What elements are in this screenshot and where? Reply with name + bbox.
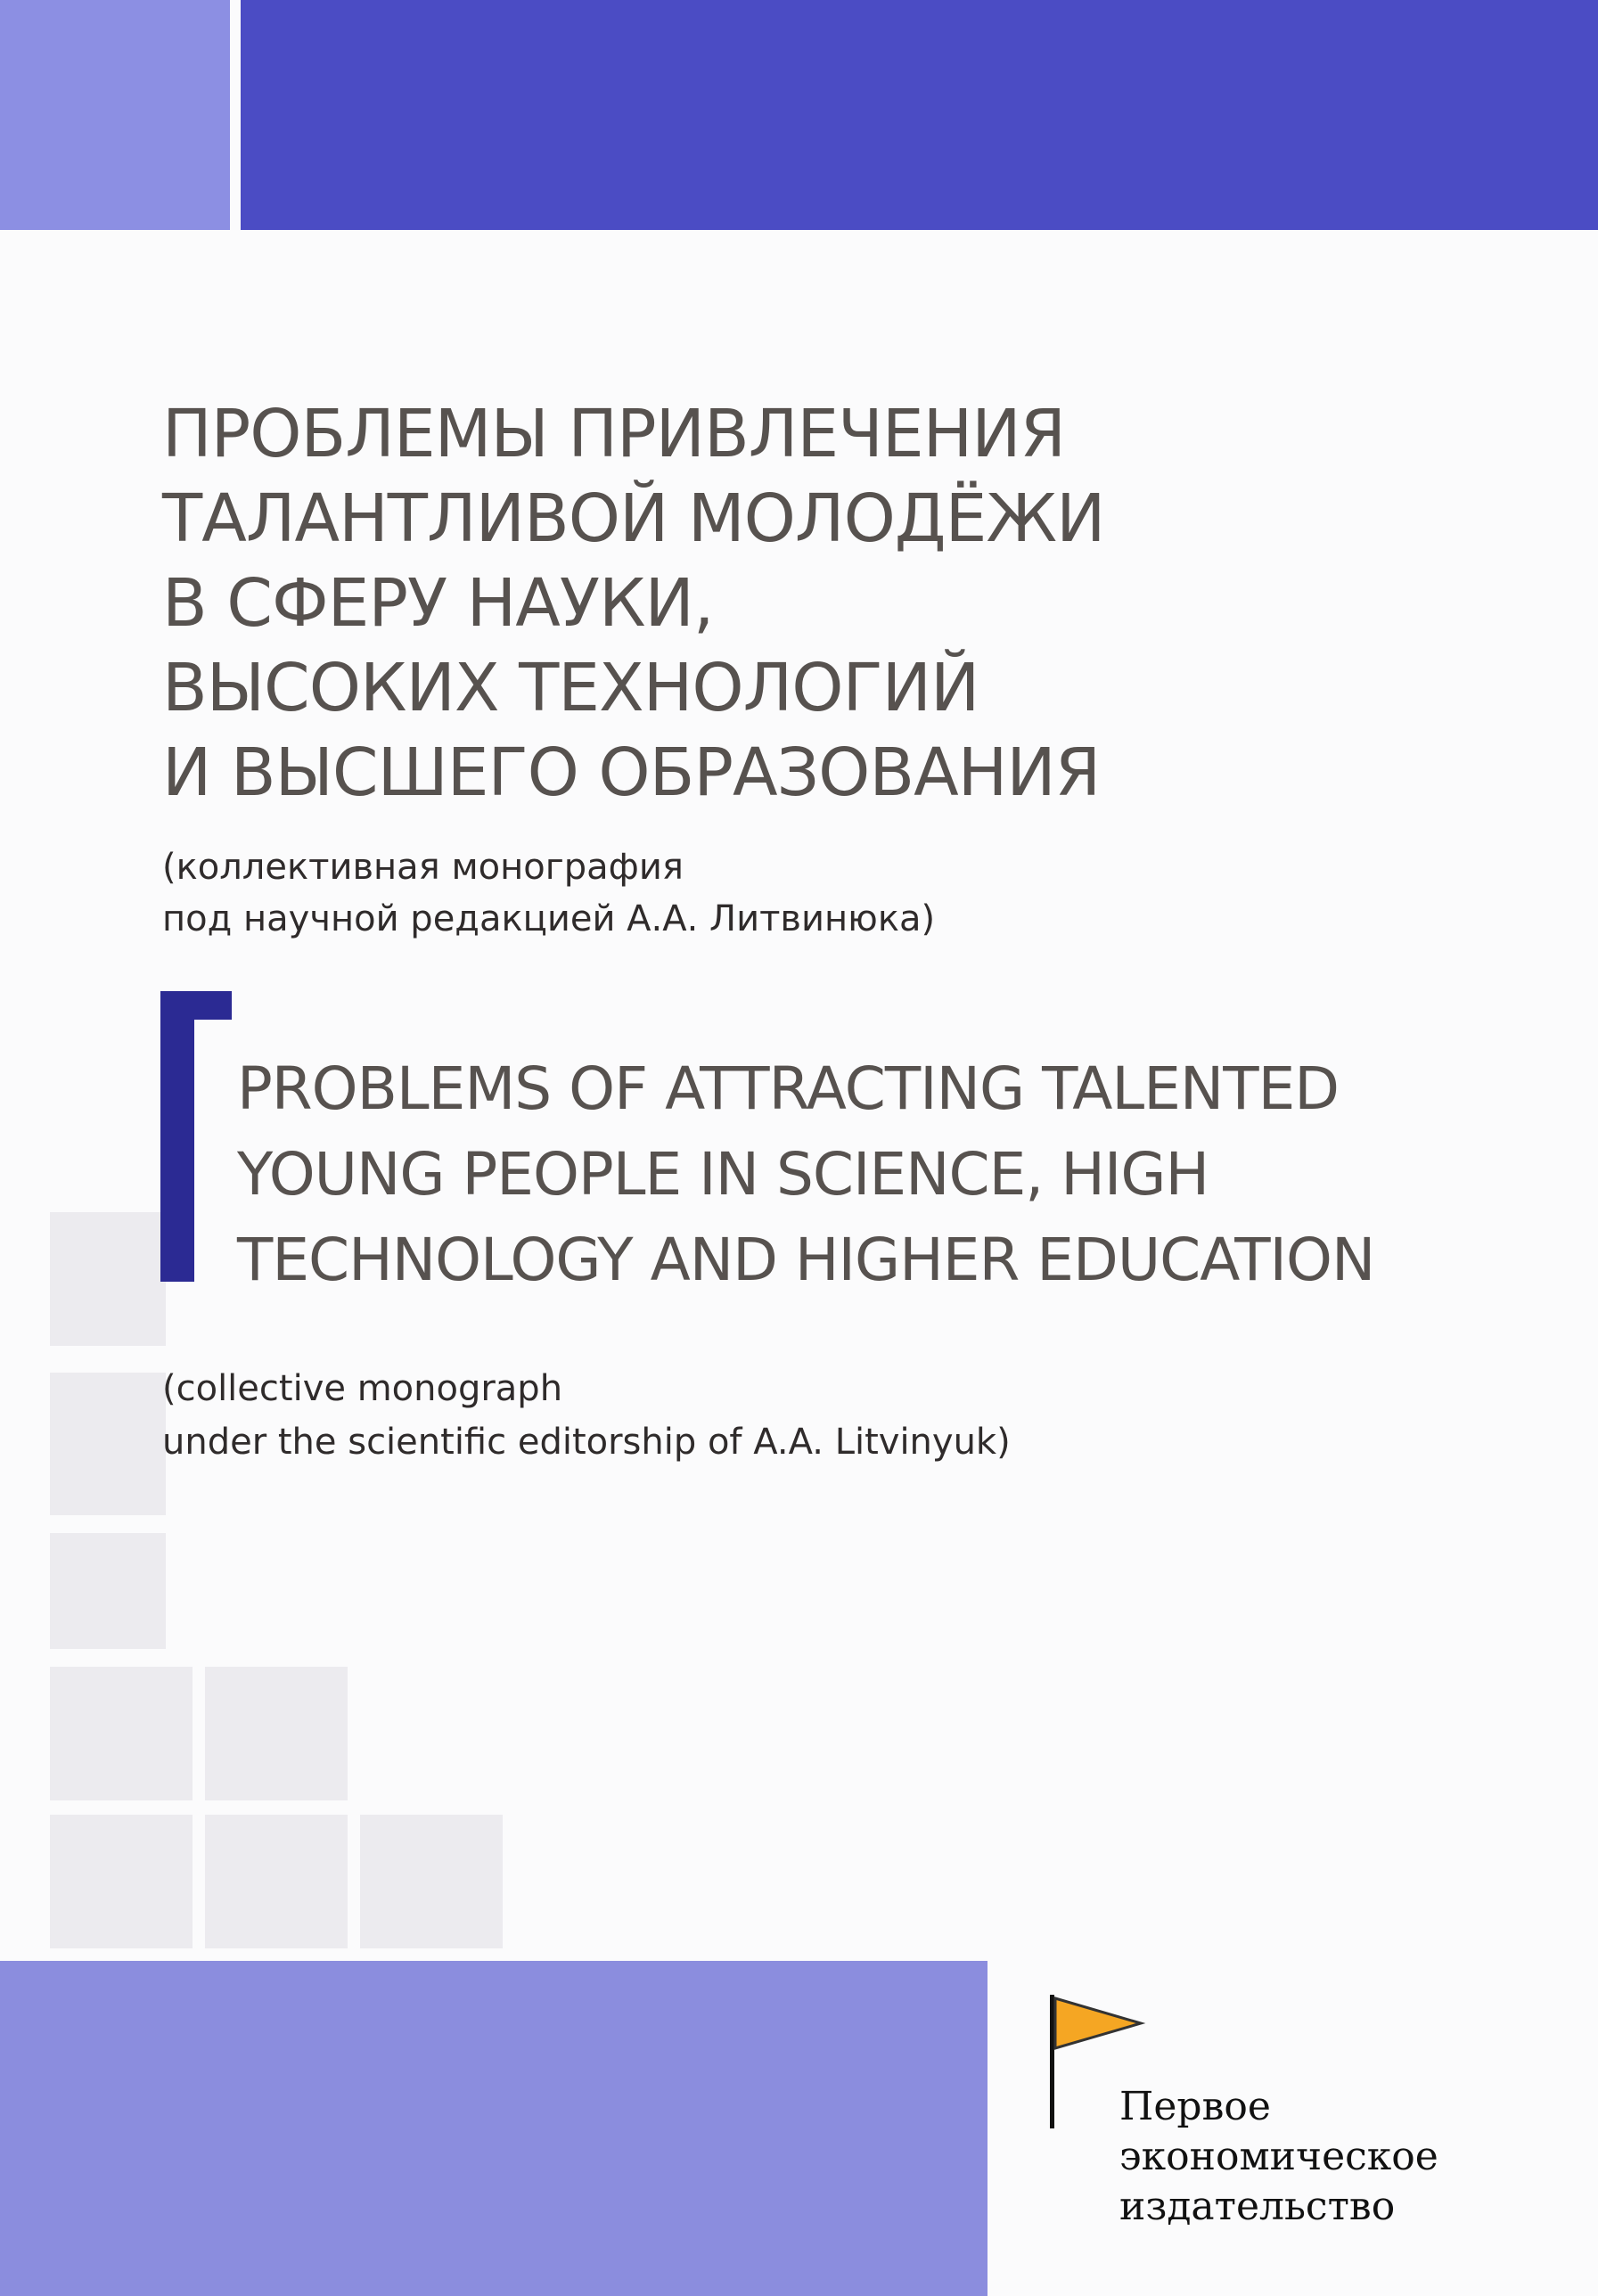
corner-bracket-mark bbox=[160, 991, 232, 1282]
english-title bbox=[237, 1046, 1374, 1303]
subtitle-line: under the scientific editorship of A.A. Litvinyuk) bbox=[162, 1422, 1011, 1463]
title-line: PROBLEMS OF ATTRACTING TALENTED bbox=[237, 1054, 1340, 1123]
russian-title bbox=[162, 392, 1104, 816]
decor-square bbox=[50, 1212, 166, 1346]
publisher-name bbox=[1119, 2082, 1438, 2232]
decor-square bbox=[50, 1815, 193, 1948]
publisher-name-line: экономическое bbox=[1119, 2134, 1438, 2179]
subtitle-line: (collective monograph bbox=[162, 1368, 563, 1409]
title-line: В СФЕРУ НАУКИ, bbox=[162, 565, 714, 642]
subtitle-line: (коллективная монография bbox=[162, 847, 684, 888]
decor-square bbox=[50, 1373, 166, 1515]
subtitle-line: под научной редакцией А.А. Литвинюка) bbox=[162, 898, 936, 939]
top-color-band bbox=[241, 0, 1598, 230]
publisher-name-line: издательство bbox=[1119, 2184, 1396, 2229]
title-line: И ВЫСШЕГО ОБРАЗОВАНИЯ bbox=[162, 734, 1101, 811]
title-line: ТАЛАНТЛИВОЙ МОЛОДЁЖИ bbox=[162, 480, 1105, 557]
english-subtitle bbox=[162, 1362, 1011, 1469]
top-left-color-block bbox=[0, 0, 230, 230]
bottom-color-band bbox=[0, 1961, 987, 2296]
decor-square bbox=[205, 1667, 348, 1800]
publisher-name-line: Первое bbox=[1119, 2084, 1271, 2129]
russian-subtitle bbox=[162, 841, 935, 945]
decor-square bbox=[50, 1533, 166, 1649]
title-line: TECHNOLOGY AND HIGHER EDUCATION bbox=[237, 1226, 1375, 1294]
decor-square bbox=[360, 1815, 503, 1948]
title-line: YOUNG PEOPLE IN SCIENCE, HIGH bbox=[237, 1140, 1209, 1209]
title-line: ВЫСОКИХ ТЕХНОЛОГИЙ bbox=[162, 650, 979, 726]
decor-square bbox=[50, 1667, 193, 1800]
decor-square bbox=[205, 1815, 348, 1948]
title-line: ПРОБЛЕМЫ ПРИВЛЕЧЕНИЯ bbox=[162, 396, 1066, 472]
